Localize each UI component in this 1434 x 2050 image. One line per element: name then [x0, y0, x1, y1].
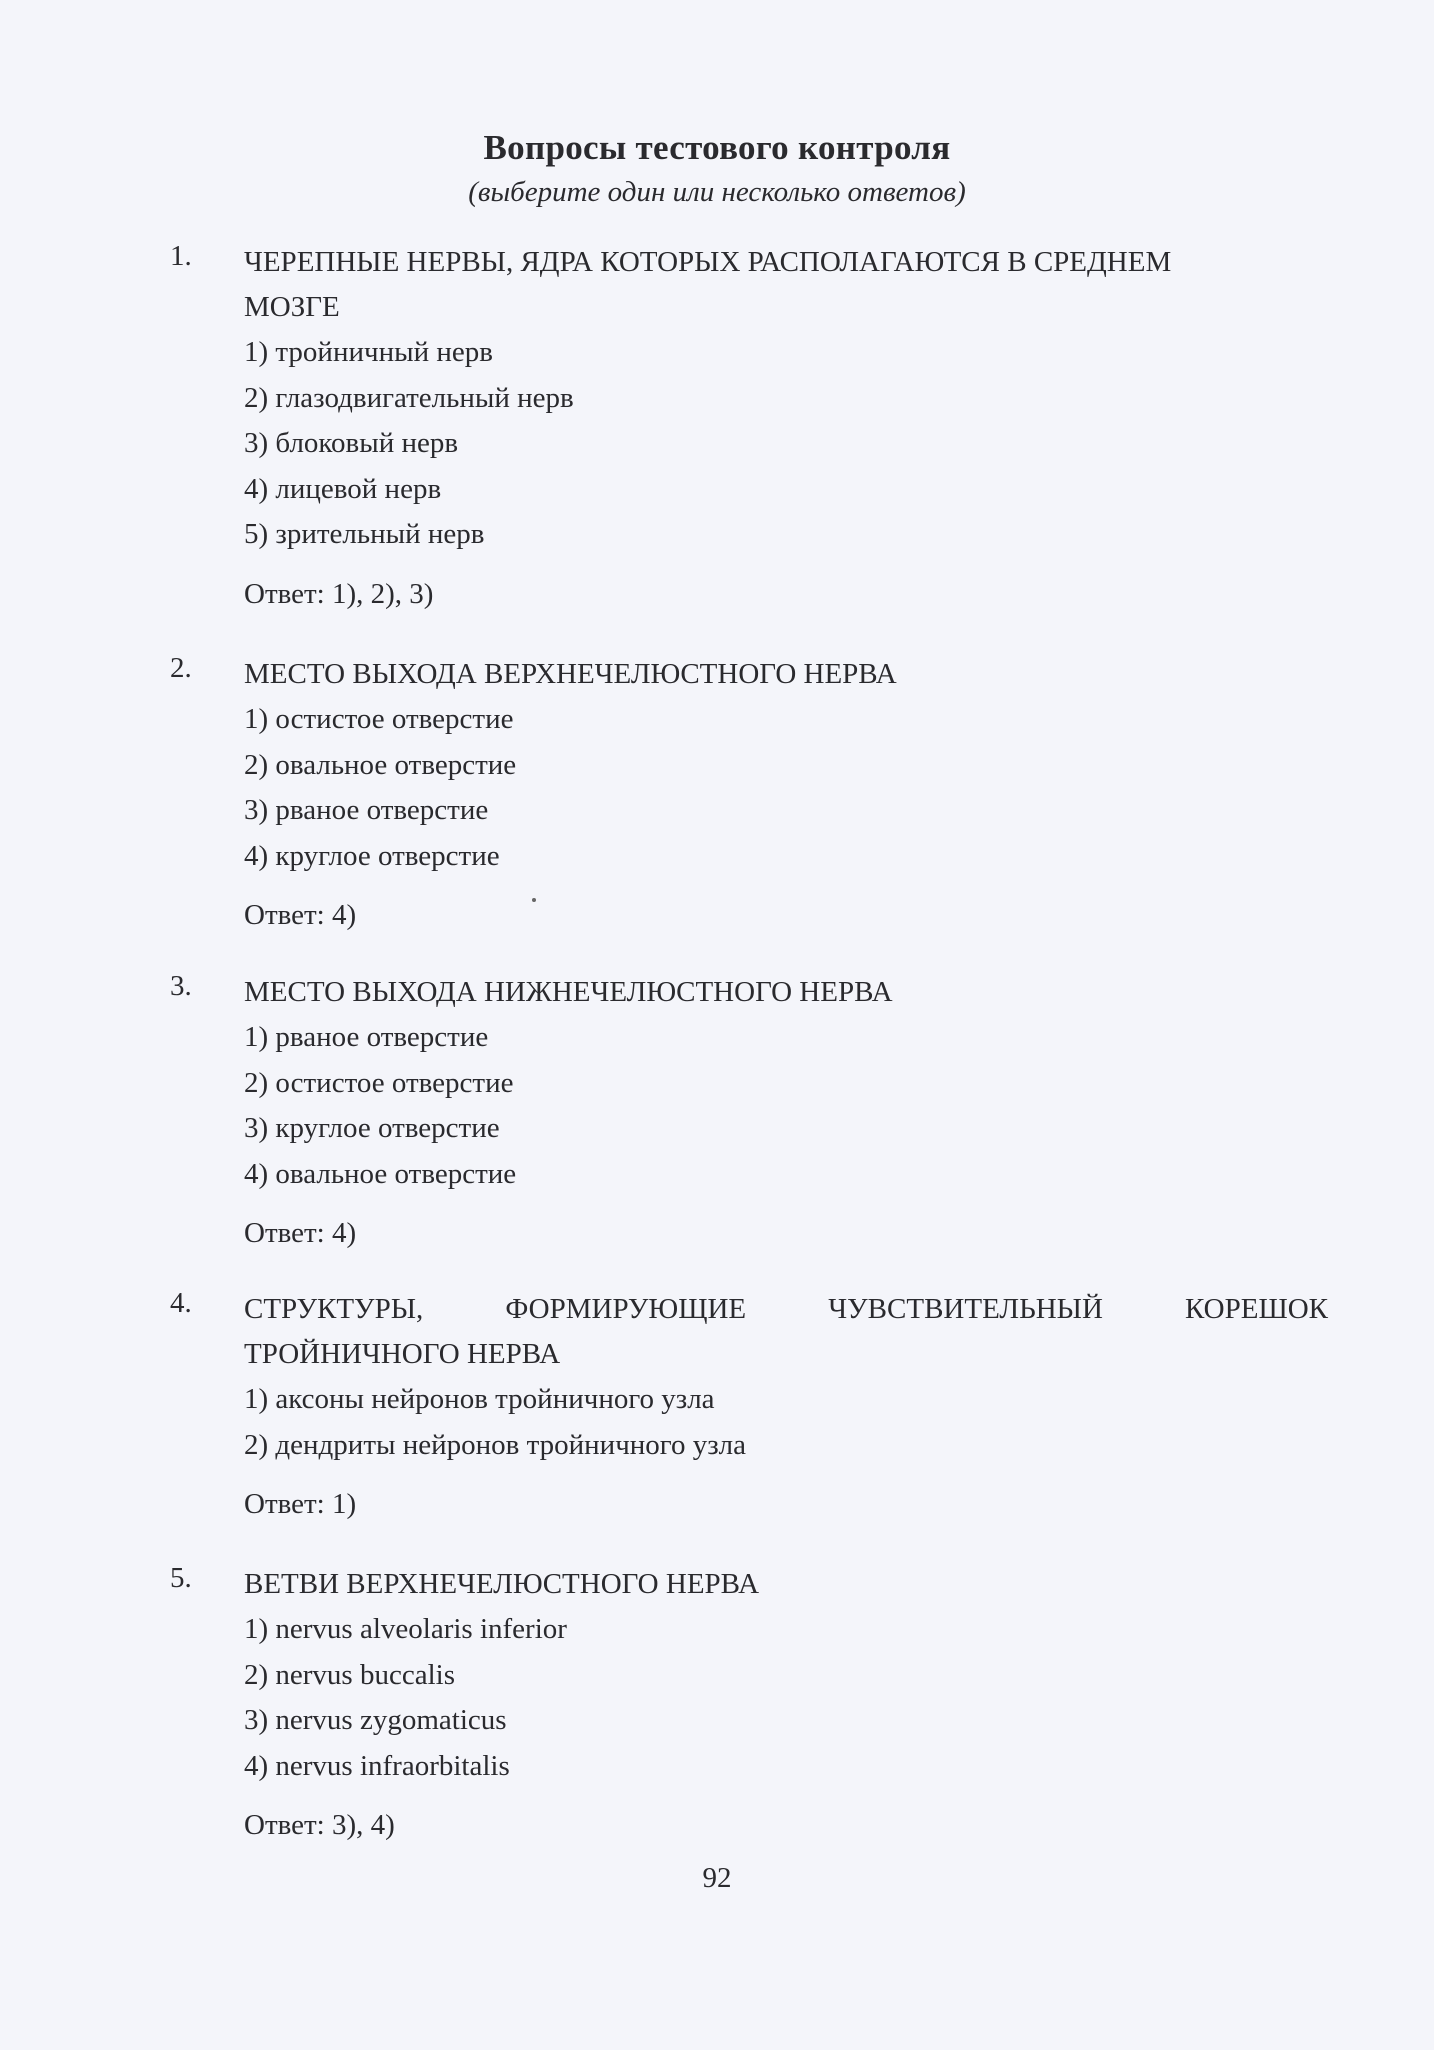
answer-option: 3) nervus zygomaticus	[244, 1704, 507, 1736]
answer-option: 4) nervus infraorbitalis	[244, 1749, 510, 1782]
answer-option: 2) глазодвигательный нерв	[244, 381, 574, 414]
answer-option: 2) остистое отверстие	[244, 1066, 514, 1099]
question-text: ЧЕРЕПНЫЕ НЕРВЫ, ЯДРА КОТОРЫХ РАСПОЛАГАЮТСЯ В СРЕДНЕМ	[244, 246, 1172, 278]
answer-option: 3) рваное отверстие	[244, 794, 489, 826]
answer-option: 3) круглое отверстие	[244, 1112, 500, 1144]
question-text: МЕСТО ВЫХОДА НИЖНЕЧЕЛЮСТНОГО НЕРВА	[244, 976, 893, 1008]
question-text: МЕСТО ВЫХОДА ВЕРХНЕЧЕЛЮСТНОГО НЕРВА	[244, 658, 897, 690]
page-number: 92	[702, 1862, 732, 1894]
question-number: 2.	[170, 652, 192, 684]
question-4	[170, 1287, 1328, 1527]
page-subtitle: (выберите один или несколько ответов)	[468, 176, 966, 208]
question-text: ВЕТВИ ВЕРХНЕЧЕЛЮСТНОГО НЕРВА	[244, 1568, 760, 1600]
question-5	[170, 1562, 1328, 1848]
answer-option: 1) тройничный нерв	[244, 336, 493, 368]
answer-option: 1) рваное отверстие	[244, 1021, 489, 1053]
correct-answer: Ответ: 3), 4)	[244, 1809, 395, 1841]
answer-option: 1) аксоны нейронов тройничного узла	[244, 1383, 715, 1415]
question-1	[170, 240, 1328, 617]
answer-option: 2) nervus buccalis	[244, 1658, 455, 1691]
question-3	[170, 970, 1328, 1256]
question-text-continued: МОЗГЕ	[244, 291, 340, 323]
correct-answer: Ответ: 4)	[244, 1217, 357, 1249]
answer-option: 3) блоковый нерв	[244, 427, 459, 459]
correct-answer: Ответ: 4)	[244, 899, 357, 931]
answer-option: 4) круглое отверстие	[244, 839, 500, 872]
question-number: 1.	[170, 240, 192, 272]
answer-option: 4) лицевой нерв	[244, 472, 442, 505]
question-number: 3.	[170, 970, 192, 1002]
question-2	[170, 652, 1328, 938]
page-title: Вопросы тестового контроля	[483, 128, 951, 167]
answer-option: 4) овальное отверстие	[244, 1157, 517, 1190]
answer-option: 5) зрительный нерв	[244, 518, 485, 550]
answer-option: 1) nervus alveolaris inferior	[244, 1613, 567, 1645]
question-number: 5.	[170, 1562, 192, 1594]
answer-option: 1) остистое отверстие	[244, 703, 514, 735]
scan-speck	[532, 898, 536, 902]
answer-option: 2) дендриты нейронов тройничного узла	[244, 1428, 747, 1461]
correct-answer: Ответ: 1), 2), 3)	[244, 577, 434, 610]
correct-answer: Ответ: 1)	[244, 1488, 357, 1520]
question-text: СТРУКТУРЫ, ФОРМИРУЮЩИЕ ЧУВСТВИТЕЛЬНЫЙ КОРЕШОК	[244, 1293, 1328, 1325]
question-number: 4.	[170, 1287, 192, 1319]
question-text-continued: ТРОЙНИЧНОГО НЕРВА	[244, 1338, 561, 1370]
answer-option: 2) овальное отверстие	[244, 748, 517, 781]
